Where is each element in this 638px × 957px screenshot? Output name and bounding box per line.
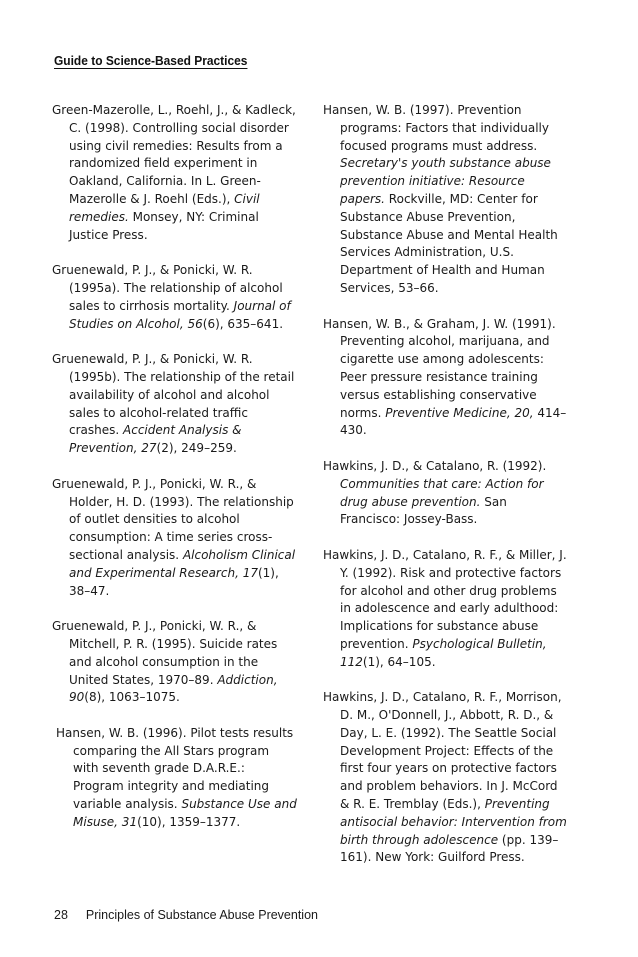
reference-text: Hansen, W. B. (1996). Pilot tests results comparing the All Stars program with seventh grade D.A.R.E.: Program integrity and mediating variable analysis. xyxy=(56,725,294,812)
reference-entry xyxy=(323,689,568,867)
reference-entry xyxy=(52,351,297,458)
reference-entry xyxy=(323,458,568,529)
reference-text: (10), 1359–1377. xyxy=(137,814,241,829)
reference-entry xyxy=(323,547,568,672)
reference-text: Monsey, NY: Criminal Justice Press. xyxy=(69,209,259,242)
reference-title: Addiction, 90 xyxy=(69,672,278,705)
reference-entry xyxy=(52,102,297,244)
references-column-right xyxy=(323,102,568,885)
reference-entry xyxy=(323,316,568,441)
reference-text: Gruenewald, P. J., & Ponicki, W. R. (1995a). The relationship of alcohol sales to cirrhosis mortality. xyxy=(52,263,283,313)
reference-title: Preventive Medicine, 20, xyxy=(385,405,534,420)
page-footer xyxy=(54,908,318,922)
reference-text: Hawkins, J. D., Catalano, R. F., Morrison, D. M., O'Donnell, J., Abbott, R. D., & Day, L. E. (1992). The Seattle Social Development Project: Effects of the first four years on protective factors and problem behaviors. In J. McCord & R. E. Tremblay (Eds.), xyxy=(323,690,562,812)
reference-entry xyxy=(52,262,297,333)
reference-text: (6), 635–641. xyxy=(202,316,284,331)
reference-text: Rockville, MD: Center for Substance Abuse Prevention, Substance Abuse and Mental Health Services Administration, U.S. Department of Health and Human Services, 53–66. xyxy=(340,191,558,295)
reference-title: Preventing antisocial behavior: Intervention from birth through adolescence xyxy=(340,797,567,847)
reference-text: (1), 38–47. xyxy=(69,565,279,598)
footer-title: Principles of Substance Abuse Prevention xyxy=(85,908,318,922)
reference-title: Civil remedies. xyxy=(69,191,260,224)
reference-title: Journal of Studies on Alcohol, 56 xyxy=(69,298,291,331)
reference-title: Communities that care: Action for drug abuse prevention. xyxy=(340,476,544,509)
reference-text: Gruenewald, P. J., & Ponicki, W. R. (1995b). The relationship of the retail availability of alcohol and alcohol sales to alcohol-related traffic crashes. xyxy=(52,352,295,438)
reference-text: Hawkins, J. D., Catalano, R. F., & Miller, J. Y. (1992). Risk and protective factors for alcohol and other drug problems in adolescence and early adulthood: Implications for substance abuse prevention. xyxy=(323,547,567,651)
reference-text: (pp. 139–161). New York: Guilford Press. xyxy=(340,832,559,865)
reference-text: Hansen, W. B., & Graham, J. W. (1991). Preventing alcohol, marijuana, and cigarette use among adolescents: Peer pressure resistance training versus establishing conservative norms. xyxy=(323,316,556,420)
reference-text: Hawkins, J. D., & Catalano, R. (1992). xyxy=(323,458,547,473)
reference-text: (1), 64–105. xyxy=(362,654,436,669)
reference-entry xyxy=(52,476,297,601)
reference-text: Green-Mazerolle, L., Roehl, J., & Kadleck, C. (1998). Controlling social disorder using civil remedies: Results from a randomized field experiment in Oakland, California. In L. Green-Mazerolle & J. Roehl (Eds.), xyxy=(52,103,296,206)
reference-title: Substance Use and Misuse, 31 xyxy=(73,797,297,829)
reference-text: 414–430. xyxy=(340,405,567,438)
reference-text: San Francisco: Jossey-Bass. xyxy=(340,494,507,527)
reference-text: Gruenewald, P. J., Ponicki, W. R., & Mitchell, P. R. (1995). Suicide rates and alcohol consumption in the United States, 1970–89. xyxy=(52,619,278,687)
reference-text: (2), 249–259. xyxy=(156,441,237,456)
reference-title: Psychological Bulletin, 112 xyxy=(340,636,547,669)
references-column-left xyxy=(52,102,297,849)
reference-title: Secretary's youth substance abuse prevention initiative: Resource papers. xyxy=(340,156,551,206)
reference-text: Hansen, W. B. (1997). Prevention programs: Factors that individually focused programs must address. xyxy=(323,103,549,153)
running-header: Guide to Science-Based Practices xyxy=(54,53,248,68)
reference-entry xyxy=(52,725,297,832)
reference-title: Accident Analysis & Prevention, 27 xyxy=(69,423,242,456)
reference-entry xyxy=(323,102,568,298)
page-number: 28 xyxy=(54,908,68,922)
reference-text: (8), 1063–1075. xyxy=(84,690,180,705)
reference-text: Gruenewald, P. J., Ponicki, W. R., & Holder, H. D. (1993). The relationship of outlet densities to alcohol consumption: A time series cross-sectional analysis. xyxy=(52,476,294,562)
reference-title: Alcoholism Clinical and Experimental Research, 17 xyxy=(69,547,296,580)
reference-entry xyxy=(52,618,297,707)
